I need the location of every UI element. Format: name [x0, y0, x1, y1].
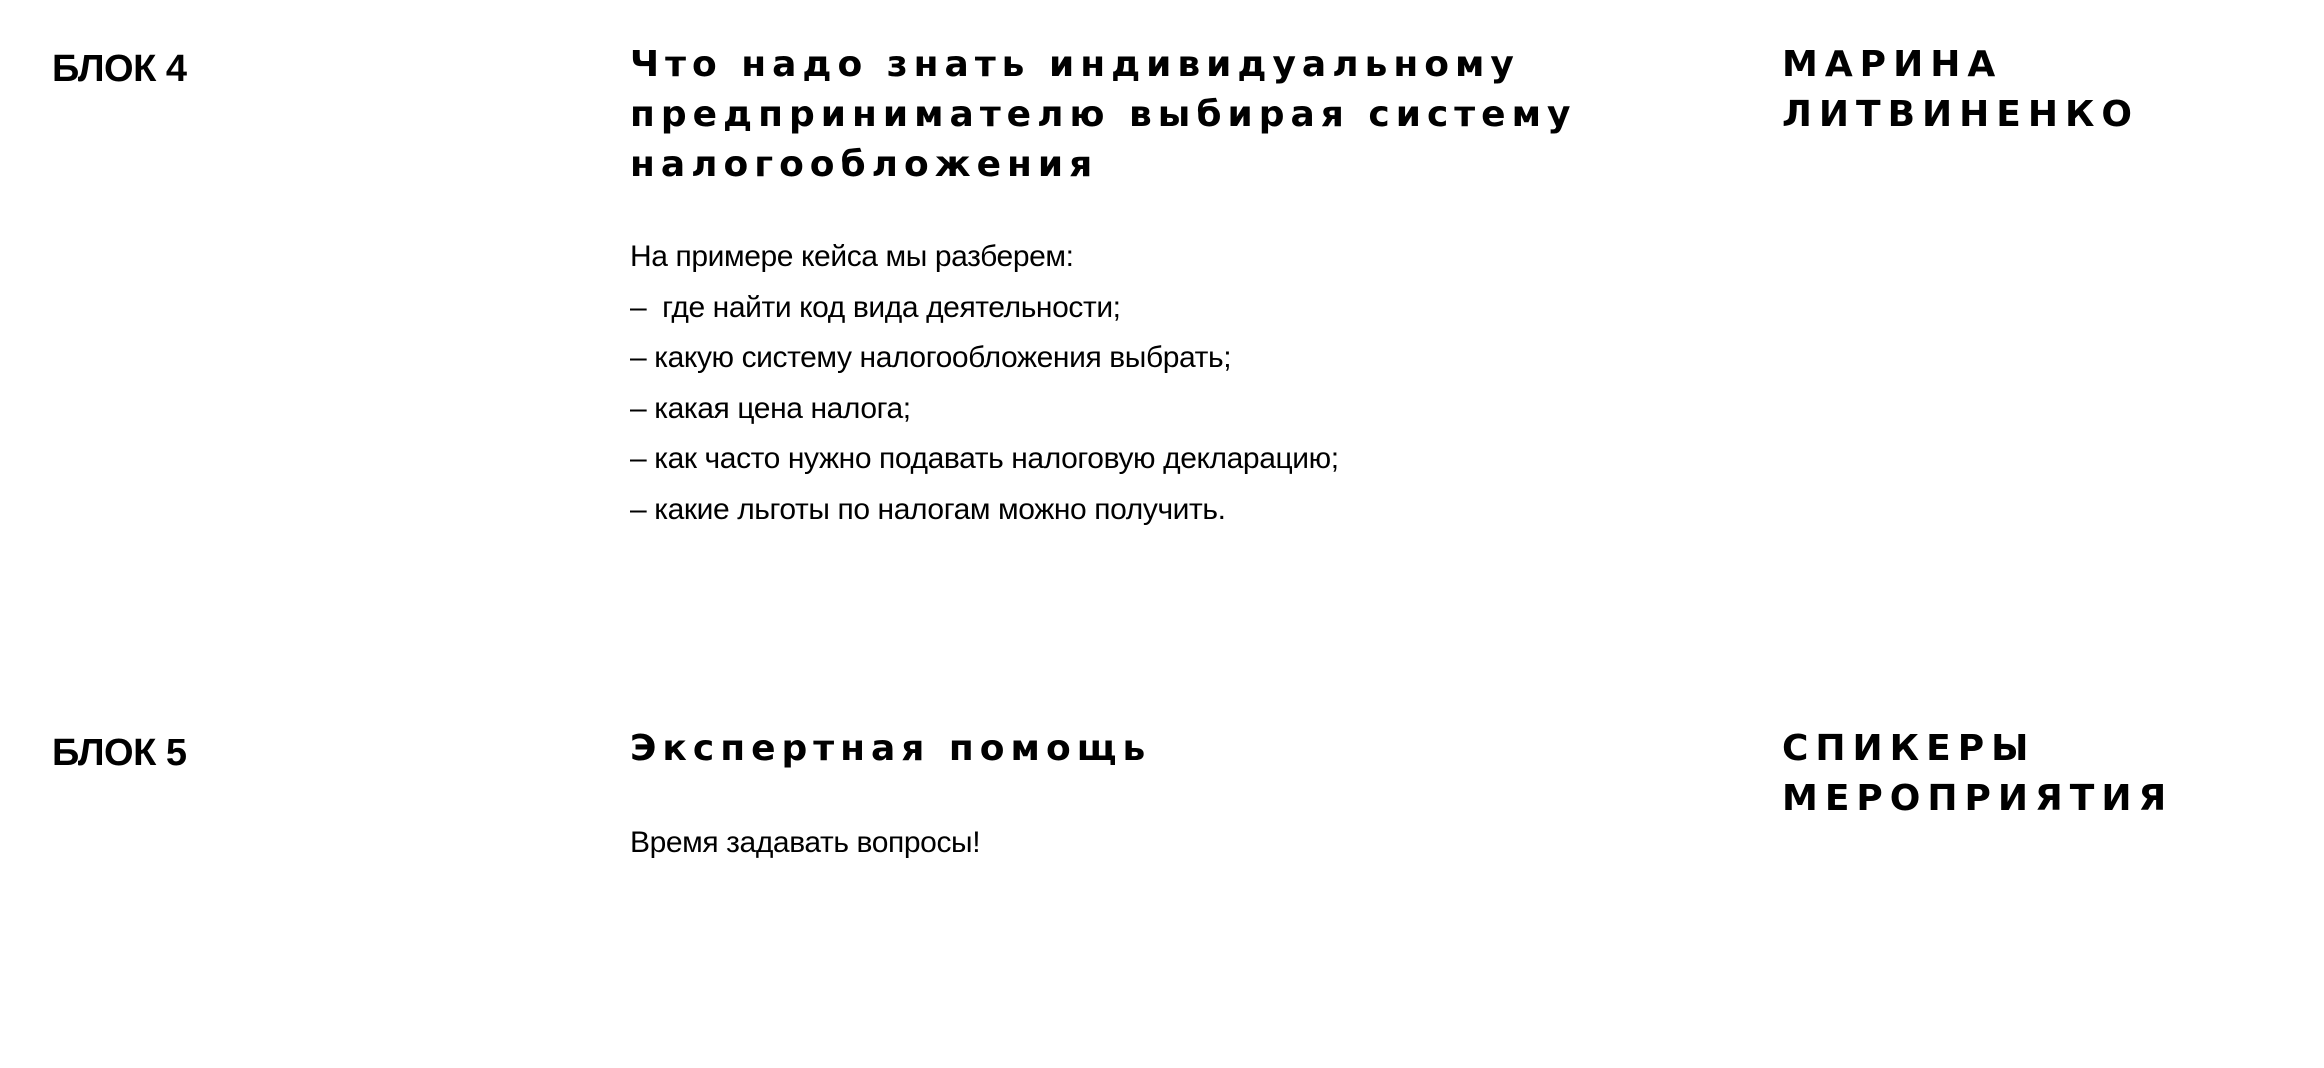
block-label: БЛОК 5: [52, 732, 187, 774]
block-title: Экспертная помощь: [630, 728, 1152, 769]
speaker-first-name: МАРИНА: [1782, 44, 2003, 85]
block-description: [630, 232, 1610, 535]
description-point: – где найти код вида деятельности;: [630, 290, 1121, 324]
description-point: – как часто нужно подавать налоговую декларацию;: [630, 442, 1339, 475]
description-point: – какие льготы по налогам можно получить.: [630, 492, 1226, 526]
speaker-name: [1782, 724, 2173, 824]
description-point: – какую систему налогообложения выбрать;: [630, 341, 1232, 374]
block-description: Время задавать вопросы!: [630, 826, 981, 859]
description-point: – какая цена налога;: [630, 391, 911, 425]
speaker-last-name: ЛИТВИНЕНКО: [1782, 94, 2140, 135]
speaker-name: [1782, 40, 2139, 140]
speaker-line-1: СПИКЕРЫ: [1782, 728, 2036, 769]
speaker-line-2: МЕРОПРИЯТИЯ: [1782, 778, 2174, 819]
block-label: БЛОК 4: [52, 48, 187, 90]
description-intro: На примере кейса мы разберем:: [630, 240, 1074, 273]
block-content: [630, 724, 1610, 869]
block-content: [630, 40, 1610, 535]
block-title: Что надо знать индивидуальному предпринимателю выбирая систему налогообложения: [630, 44, 1577, 185]
